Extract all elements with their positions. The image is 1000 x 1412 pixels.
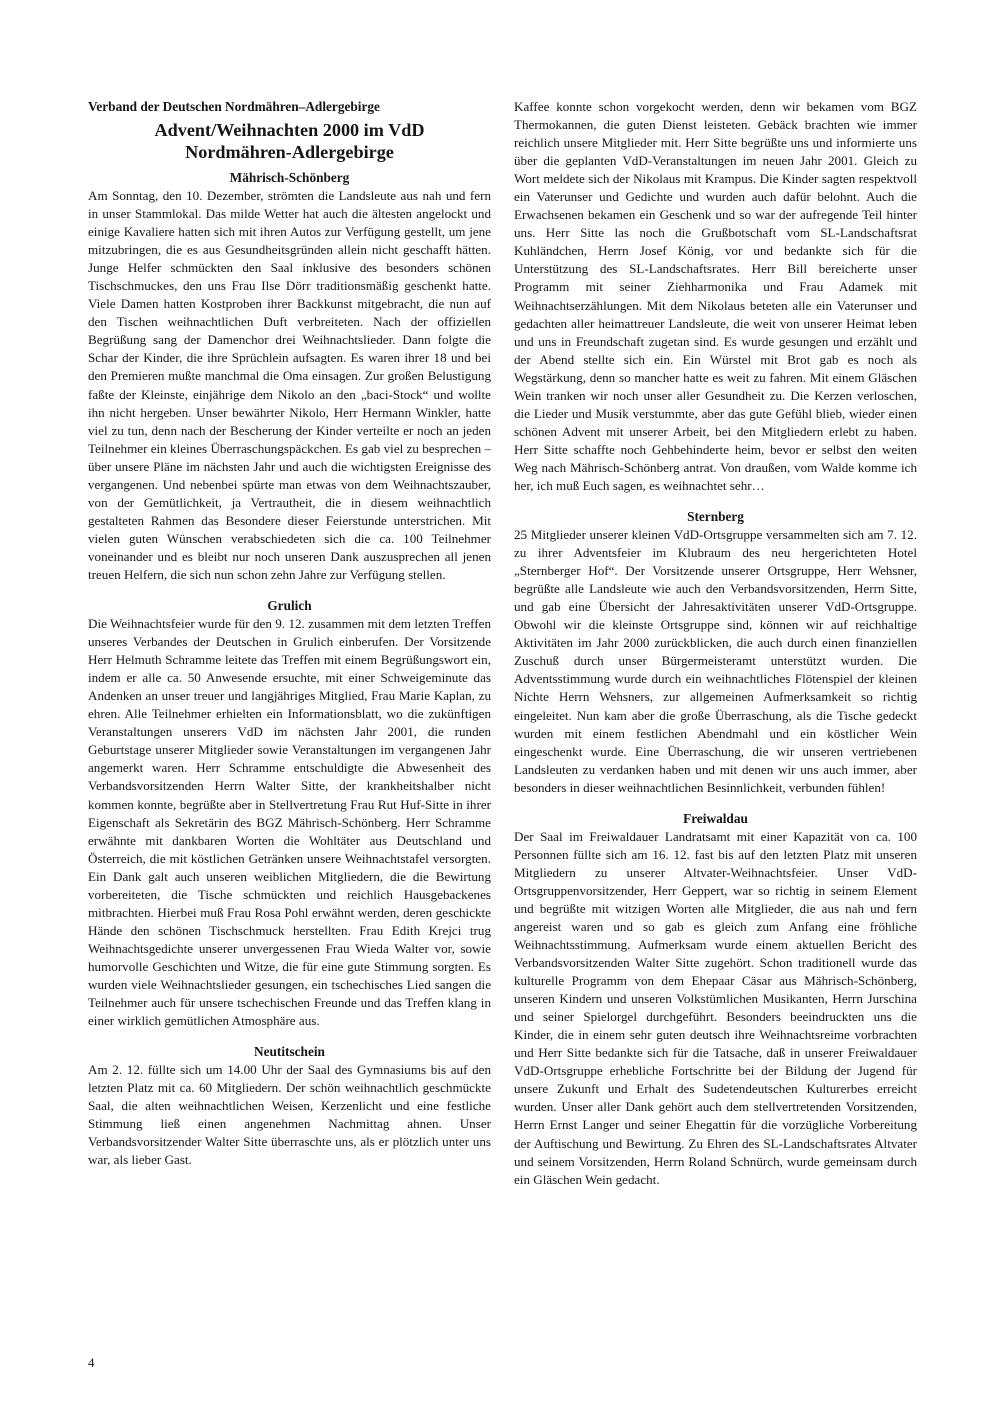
- section-grulich: [88, 597, 491, 1030]
- page-number: 4: [88, 1355, 95, 1370]
- section-heading-freiwaldau: Freiwaldau: [683, 810, 748, 826]
- article-title-line-1: Advent/Weihnachten 2000 im VdD: [154, 120, 425, 140]
- section-heading-maehrisch-schoenberg: Mährisch-Schönberg: [229, 170, 350, 185]
- section-text-freiwaldau: Der Saal im Freiwaldauer Landratsamt mit einer Kapazität von ca. 100 Personnen füllte sich am 16. 12. fast bis auf den letzten Platz mit unseren Mitgliedern zu unserer Altvater-Weihnachtsfeier. Unser VdD-Ortsgruppenvorsitzender, Herr Geppert, war so richtig in seinem Element und begrüßte mit witzigen Worten alle Mitglieder, die aus nah und fern angereist waren und so gab es gleich zum Anfang eine fröhliche Weihnachtsstimmung. Aufmerksam wurde einem aktuellen Bericht des Verbandsvorsitzenden Walter Sitte zugehört. Schon traditionell wurde das kulturelle Programm von dem Ehepaar Cäsar aus Mährisch-Schönberg, unseren Kindern und unseren Volkstümlichen Musikanten, Herrn Jurschina und seiner Spielorgel durchgeführt. Besonders beeindruckten uns die Kinder, die in einem sehr guten deutsch ihre Weihnachtsreime vorbrachten und Herr Sitte bedankte sich für die Tatsache, daß in unserer Freiwaldauer VdD-Ortsgruppe erhebliche Fortschritte bei der Bildung der Jugend für unsere Zukunft und Erhalt des Sudetendeutschen Kulturerbes erreicht wurden. Unser aller Dank gehört auch dem stellvertretenden Vorsitzenden, Herrn Ernst Langer und seiner Ehegattin für die vorzügliche Vorbereitung der Auftischung und Bewirtung. Zu Ehren des SL-Landschaftsrates Altvater und seinem Vorsitzenden, Herrn Roland Schnürch, wurde gemeinsam durch ein Gläschen Wein gedacht.: [514, 828, 917, 1187]
- left-column: [88, 98, 491, 1182]
- organization-name: Verband der Deutschen Nordmähren–Adlergebirge: [88, 99, 380, 114]
- section-text-grulich: Die Weihnachtsfeier wurde für den 9. 12. zusammen mit dem letzten Treffen unseres Verbandes der Deutschen in Grulich einberufen. Der Vorsitzende Herr Helmuth Schramme leitete das Treffen mit einem Begrüßungswort ein, indem er alle ca. 50 Anwesende ersuchte, mit einer Schweigeminute das Andenken an unser treuer und langjähriges Mitglied, Frau Marie Kaplan, zu ehren. Alle Teilnehmer erhielten ein Informationsblatt, wo die zukünftigen Veranstaltungen unserers VdD im nächsten Jahr 2001, die runden Geburtstage unserer Mitglieder sowie Veranstaltungen im vergangenen Jahr angemerkt waren. Herr Schramme entschuldigte die Abwesenheit des Verbandsvorsitzenden Herrn Walter Sitte, der krankheitshalber nicht kommen konnte, begrüßte aber in Stellvertretung Frau Rut Huf-Sitte in ihrer Eigenschaft als Sekretärin des BGZ Mährisch-Schönberg. Herr Schramme erwähnte mit dankbaren Worten die Wohltäter aus Deutschland und Österreich, die mit köstlichen Getränken unsere Weihnachtstafel versorgten. Ein Dank galt auch unseren weiblichen Mitgliedern, die die Bewirtung vorbereiteten, die Tische schmückten und reichlich Hausgebackenes mitbrachten. Hierbei muß Frau Rosa Pohl erwähnt werden, deren geschickte Hände den schönen Tischschmuck herstellten. Frau Edith Krejci trug Weihnachtsgedichte unserer unvergessenen Frau Wieda Walter vor, sowie humorvolle Geschichten und Witze, die für eine gute Stimmung sorgten. Es wurden viele Weihnachtslieder gesungen, ein tschechisches Lied sangen die Teilnehmer auch für unsere tschechischen Freunde und das Treffen klang in einer wirklich gemütlichen Atmosphäre aus.: [88, 616, 491, 1029]
- section-text-sternberg: 25 Mitglieder unserer kleinen VdD-Ortsgruppe versammelten sich am 7. 12. zu ihrer Adventsfeier im Klubraum des neu hergerichteten Hotel „Sternberger Hof“. Der Vorsitzende unserer Ortsgruppe, Herr Wehsner, begrüßte alle Landsleute wie auch den Verbandsvorsitzenden, Herrn Sitte, und gab eine Übersicht der Jahresaktivitäten unserer VdD-Ortsgruppe. Obwohl wir die kleinste Ortsgruppe sind, können wir auf reichhaltige Aktivitäten im Jahr 2000 zurückblicken, die auch durch einen finanziellen Zuschuß durch unser Bürgermeisteramt unterstützt wurden. Die Adventsstimmung wurde durch ein weihnachtliches Flötenspiel der kleinen Nichte Herrn Wehsners, zur allgemeinen Aufmerksamkeit so richtig eingeleitet. Nun kam aber die große Überraschung, als die Tische gedeckt wurden mit einem festlichen Abendmahl und ein köstlicher Wein eingeschenkt wurde. Eine Überraschung, die wir unseren vertriebenen Landsleuten zu verdanken haben und mit denen wir uns auch immer, aber besonders in dieser weihnachtlichen Besinnlichkeit, verbunden fühlen!: [514, 527, 917, 795]
- section-text-neutitschein-part-2: Kaffee konnte schon vorgekocht werden, denn wir bekamen vom BGZ Thermokannen, die guten Dienst leisteten. Gebäck brachten wie immer reichlich unsere Mitglieder mit. Herr Sitte begrüßte uns und informierte uns über die geplanten VdD-Veranstaltungen im neuen Jahr 2001. Gleich zu Wort meldete sich der Nikolaus mit Krampus. Die Kinder sagten respektvoll ein Vaterunser und Gedichte und wurden auch dafür belohnt. Auch die Erwachsenen bekamen ein Geschenk und so war der aufregende Teil hinter uns. Herr Sitte las noch die Grußbotschaft vom SL-Landschaftsrat Kuhländchen, Herrn Josef König, vor und bedankte sich für die Unterstützung des SL-Landschaftsrates. Herr Bill bereicherte unser Programm mit seiner Ziehharmonika und Frau Adamek mit Weihnachtserzählungen. Mit dem Nikolaus beteten alle ein Vaterunser und gedachten aller heimattreuer Landsleute, die weit von unserer Heimat leben und uns in Freundschaft zugetan sind. Es wurde gesungen und erzählt und der Abend stellte sich ein. Ein Würstel mit Brot gab es noch als Wegstärkung, denn so mancher hatte es weit zu fahren. Mit einem Gläschen Wein tranken wir noch unser aller Gesundheit zu. Die Kerzen verloschen, die Lieder und Musik verstummte, aber das gute Gefühl blieb, wieder einen schönen Advent mit unserer Arbeit, bei den Mitgliedern erlebt zu haben. Herr Sitte schaffte noch Gehbehinderte heim, bevor er selbst den weiten Weg nach Mährisch-Schönberg antrat. Von draußen, vom Walde komme ich her, ich muß Euch sagen, es weihnachtet sehr…: [514, 99, 917, 493]
- right-column: [514, 98, 917, 1202]
- section-neutitschein: [88, 1043, 491, 1169]
- section-text-maehrisch-schoenberg: Am Sonntag, den 10. Dezember, strömten die Landsleute aus nah und fern in unser Stammlokal. Das milde Wetter hat auch die ältesten angelockt und einige Kavaliere hatten sich mit ihren Autos zur Verfügung gestellt, um jene mitzubringen, die es aus Gesundheitsgründen allein nicht geschafft hätten. Junge Helfer schmückten den Saal inklusive des besonders schönen Tischschmuckes, den uns Frau Ilse Dörr traditionsmäßig geschenkt hatte. Viele Damen hatten Kostproben ihrer Backkunst mitgebracht, die nun auf den Tischen weihnachtlichen Duft verbreiteten. Nach der offiziellen Begrüßung sang der Damenchor drei Weihnachtslieder. Dann folgte die Schar der Kinder, die ihre Sprüchlein aufsagten. Es waren ihrer 18 und bei den Premieren mußte manchmal die Oma einsagen. Zur großen Belustigung faßte der Kleinste, einjährige dem Nikolo an den „baci-Stock“ und wollte ihn nicht hergeben. Unser bewährter Nikolo, Herr Hermann Winkler, hatte viel zu tun, denn nach der Bescherung der Kinder verteilte er noch an jeden Teilnehmer ein kleines Überraschungspäckchen. Es gab viel zu besprechen – über unsere Pläne im nächsten Jahr und auch die wichtigsten Ereignisse des vergangenen. Und nebenbei spürte man etwas von dem Weihnachtszauber, von der Gemütlichkeit, ja Vertrautheit, die in diesem weihnachtlich gestalteten Rahmen das Besondere dieser Feierstunde unterstrichen. Mit vielen guten Wünschen verabschiedeten sich die ca. 100 Teilnehmer voneinander und es bleibt nur noch unseren Dank auszusprechen all jenen treuen Helfern, die sich nun schon zehn Jahre zur Verfügung stellen.: [88, 188, 491, 582]
- article-title: [88, 119, 491, 163]
- section-heading-sternberg: Sternberg: [687, 509, 744, 525]
- section-heading-neutitschein: Neutitschein: [254, 1044, 325, 1060]
- article-title-line-2: Nordmähren-Adlergebirge: [185, 142, 394, 162]
- section-heading-grulich: Grulich: [267, 598, 312, 614]
- section-freiwaldau: [514, 810, 917, 1189]
- section-neutitschein-continued: [514, 98, 917, 495]
- section-text-neutitschein-part-1: Am 2. 12. füllte sich um 14.00 Uhr der Saal des Gymnasiums bis auf den letzten Platz mit ca. 60 Mitgliedern. Der schön weihnachtlich geschmückte Saal, die alten weihnachtlichen Weisen, Kerzenlicht und eine festliche Stimmung ließ einen angenehmen Nachmittag ahnen. Unser Verbandsvorsitzender Walter Sitte überraschte uns, als er plötzlich unter uns war, als lieber Gast.: [88, 1062, 491, 1168]
- section-maehrisch-schoenberg: [88, 169, 491, 584]
- section-sternberg: [514, 508, 917, 797]
